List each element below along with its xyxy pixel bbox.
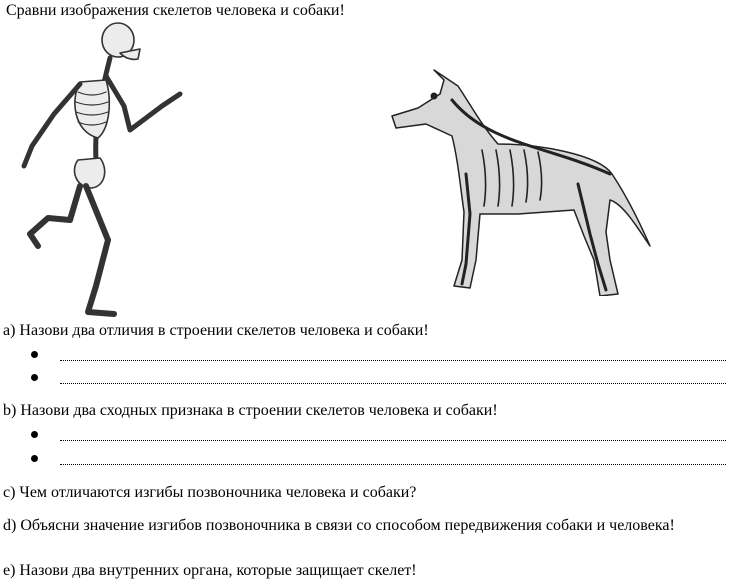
- answer-line-a2[interactable]: [28, 369, 726, 387]
- question-e: e) Назови два внутренних органа, которые защищает скелет!: [3, 562, 417, 579]
- dotted-line: [60, 464, 726, 465]
- answer-line-b2[interactable]: [28, 450, 726, 468]
- question-d: d) Объясни значение изгибов позвоночника в связи со способом передвижения собаки и человека!: [3, 517, 675, 534]
- bullet-icon: [31, 374, 38, 381]
- dotted-line: [60, 440, 726, 441]
- page-title: Сравни изображения скелетов человека и собаки!: [6, 2, 345, 19]
- question-c: c) Чем отличаются изгибы позвоночника человека и собаки?: [3, 484, 417, 501]
- answer-line-a1[interactable]: [28, 346, 726, 364]
- dotted-line: [60, 360, 726, 361]
- bullet-icon: [31, 351, 38, 358]
- answer-line-b1[interactable]: [28, 426, 726, 444]
- bullet-icon: [31, 455, 38, 462]
- bullet-icon: [31, 431, 38, 438]
- human-skeleton-illustration: [10, 20, 200, 320]
- dotted-line: [60, 383, 726, 384]
- question-b: b) Назови два сходных признака в строении скелетов человека и собаки!: [3, 402, 498, 419]
- dog-skeleton-illustration: [378, 64, 653, 296]
- question-a: a) Назови два отличия в строении скелетов человека и собаки!: [3, 322, 429, 339]
